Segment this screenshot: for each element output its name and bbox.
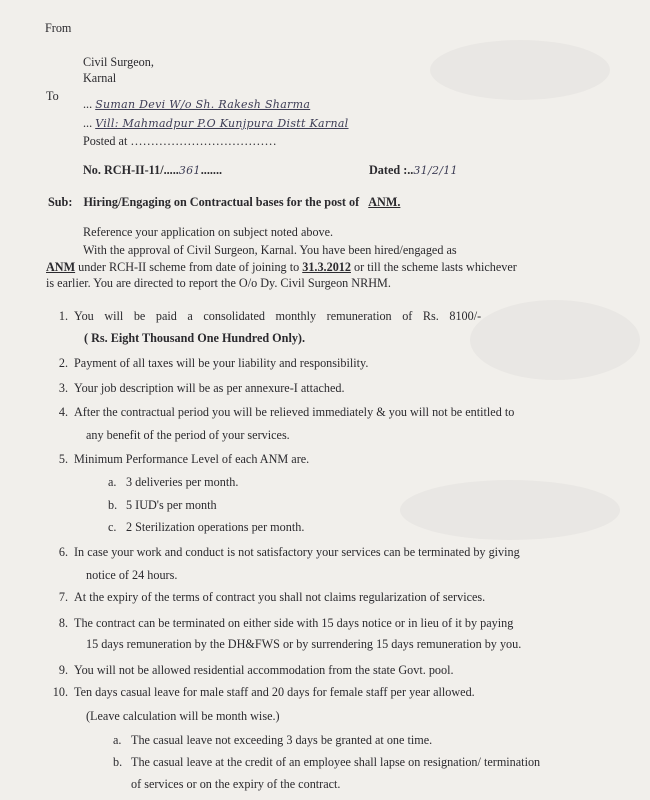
ref-no-label: No. RCH-II-11/.....	[83, 163, 179, 177]
approval-line-3: is earlier. You are directed to report the O/o Dy. Civil Surgeon NRHM.	[46, 276, 391, 290]
subject-text: Hiring/Engaging on Contractual bases for the post of	[83, 195, 360, 209]
condition-7: 7. At the expiry of the terms of contract you shall not claims regularization of services.	[58, 590, 486, 604]
condition-5: 5. Minimum Performance Level of each ANM are.	[58, 452, 310, 466]
condition-8: 8. The contract can be terminated on either side with 15 days notice or in lieu of it by paying	[58, 616, 514, 630]
recipient-name-handwritten: Suman Devi W/o Sh. Rakesh Sharma	[95, 98, 311, 111]
condition-10b: b. The casual leave at the credit of an employee shall lapse on resignation/ termination	[113, 755, 541, 769]
dated-label: Dated :..	[369, 163, 414, 177]
recipient-address-handwritten: Vill: Mahmadpur P.O Kunjpura Distt Karnal	[95, 117, 349, 130]
scan-smudge	[400, 480, 620, 540]
posted-at: Posted at ………………………………	[83, 134, 277, 148]
sender-title: Civil Surgeon,	[83, 55, 154, 69]
dotted-leader: ...	[83, 116, 93, 130]
from-label: From	[45, 21, 72, 35]
condition-10b-cont: of services or on the expiry of the contract.	[131, 777, 341, 791]
condition-6: 6. In case your work and conduct is not satisfactory your services can be terminated by giving	[58, 545, 520, 559]
reference-number	[83, 163, 222, 178]
scan-smudge	[470, 300, 640, 380]
condition-5a: a. 3 deliveries per month.	[108, 475, 239, 489]
sender-place: Karnal	[83, 71, 117, 85]
approval-line-1: With the approval of Civil Surgeon, Karnal. You have been hired/engaged as	[83, 243, 457, 257]
recipient-address-line	[83, 116, 349, 131]
dated	[369, 163, 458, 178]
approval-mid: under RCH-II scheme from date of joining to	[75, 260, 303, 274]
condition-10a: a. The casual leave not exceeding 3 days be granted at one time.	[113, 733, 433, 747]
condition-1: 1. You will be paid a consolidated monthly remuneration of Rs. 8100/-	[58, 309, 482, 323]
recipient-name-line	[83, 97, 310, 112]
condition-4-cont: any benefit of the period of your services.	[86, 428, 290, 442]
to-label: To	[46, 89, 59, 103]
condition-5b: b. 5 IUD's per month	[108, 498, 217, 512]
condition-5c: c. 2 Sterilization operations per month.	[108, 520, 305, 534]
condition-10: 10. Ten days casual leave for male staff and 20 days for female staff per year allowed.	[52, 685, 475, 699]
ref-no-handwritten: 361	[178, 164, 201, 177]
approval-tail: or till the scheme lasts whichever	[350, 260, 517, 274]
condition-3: 3. Your job description will be as per annexure-I attached.	[58, 381, 345, 395]
condition-8-cont: 15 days remuneration by the DH&FWS or by surrendering 15 days remuneration by you.	[86, 637, 522, 651]
approval-date: 31.3.2012	[302, 260, 351, 274]
ref-no-tail: .......	[200, 163, 223, 177]
subject-post: ANM.	[368, 195, 401, 209]
condition-6-cont: notice of 24 hours.	[86, 568, 178, 582]
condition-1-amount-words: ( Rs. Eight Thousand One Hundred Only).	[84, 331, 306, 345]
scan-smudge	[430, 40, 610, 100]
condition-9: 9. You will not be allowed residential accommodation from the state Govt. pool.	[58, 663, 454, 677]
subject-label: Sub:	[48, 195, 73, 209]
approval-post: ANM	[46, 260, 76, 274]
dotted-leader: ...	[83, 97, 93, 111]
subject-line	[48, 195, 400, 210]
approval-line-2	[46, 260, 517, 275]
dated-handwritten: 31/2/11	[413, 164, 458, 177]
reference-paragraph: Reference your application on subject noted above.	[83, 225, 334, 239]
condition-10-note: (Leave calculation will be month wise.)	[86, 709, 280, 723]
condition-2: 2. Payment of all taxes will be your liability and responsibility.	[58, 356, 369, 370]
condition-1-text: You will be paid a consolidated monthly remuneration of Rs. 8100/-	[74, 309, 482, 323]
condition-4: 4. After the contractual period you will be relieved immediately & you will not be entitled to	[58, 405, 515, 419]
